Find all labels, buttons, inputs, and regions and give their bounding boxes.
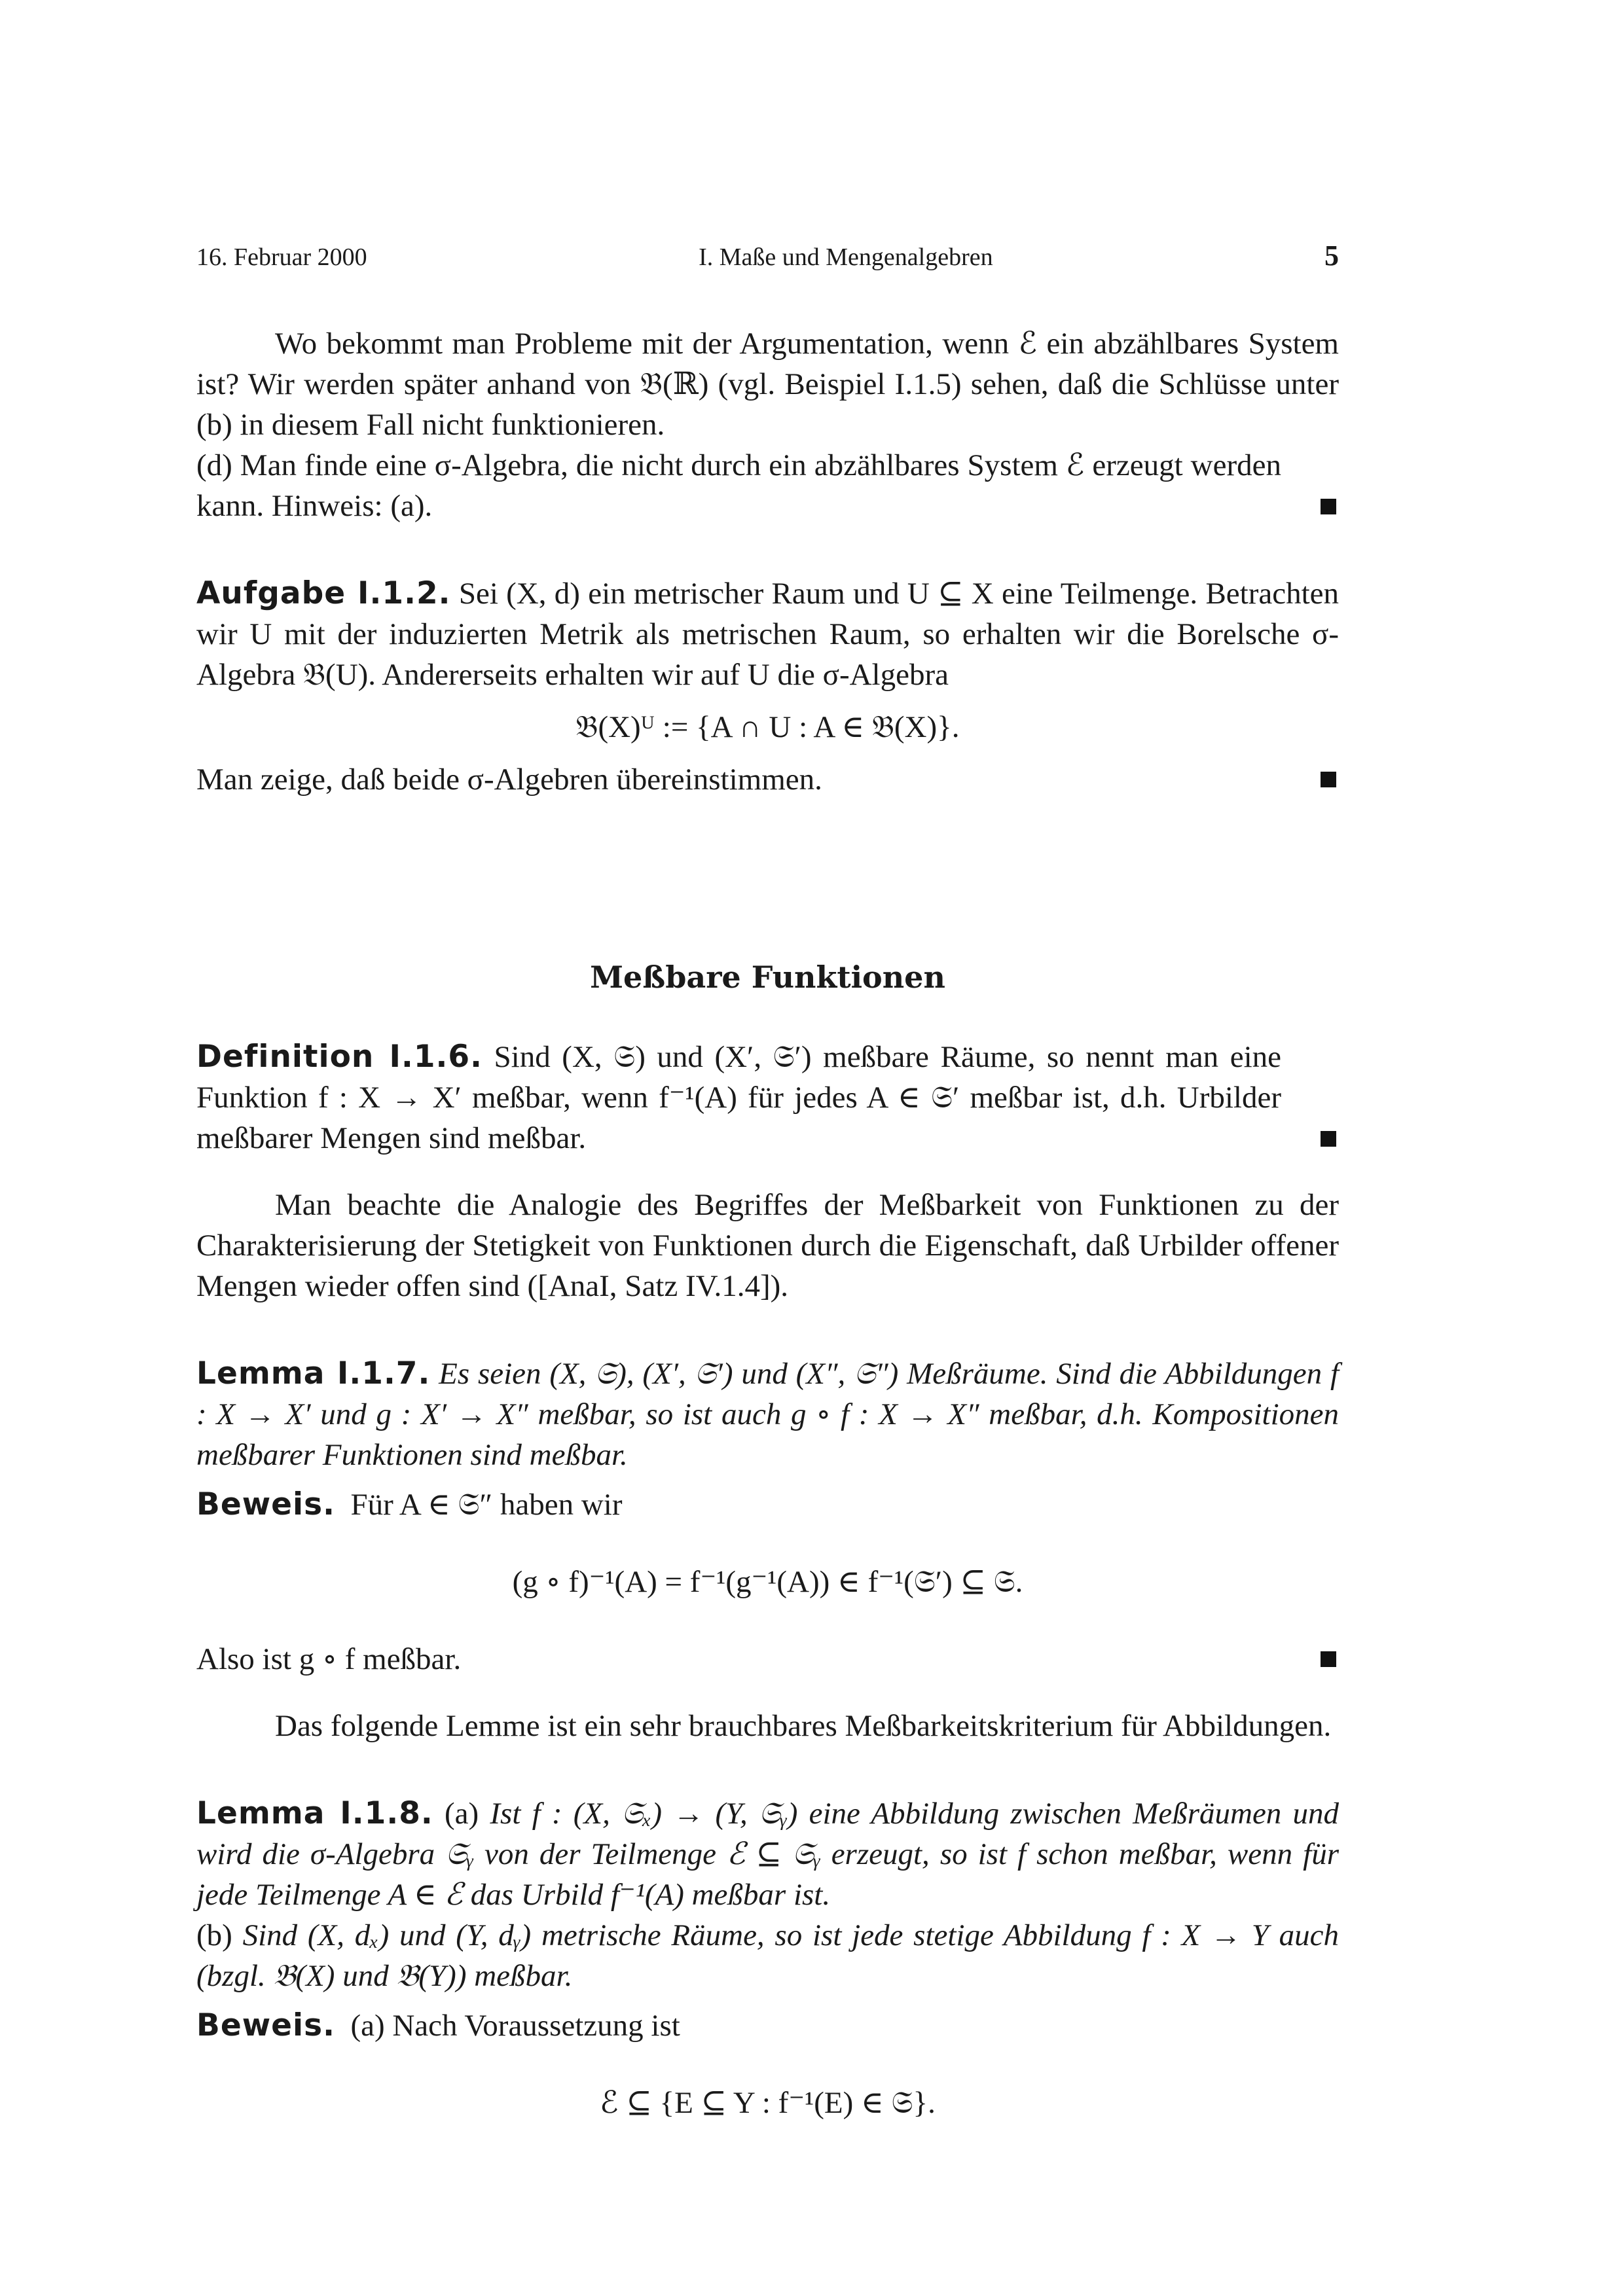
qed-square-icon — [1321, 1131, 1336, 1147]
page-header — [196, 236, 1339, 278]
lemma-7-label: Lemma I.1.7. — [196, 1355, 431, 1391]
proof-text: Für A ∈ 𝔖″ haben wir — [350, 1488, 623, 1522]
qed-square-icon — [1321, 499, 1336, 514]
lemma-8-statement-b — [196, 1915, 1339, 1996]
exercise-block — [196, 573, 1339, 800]
exercise-label: Aufgabe I.1.2. — [196, 575, 451, 611]
qed-square-icon — [1321, 1651, 1336, 1667]
exercise-text — [196, 573, 1339, 695]
lemma-8-equation: ℰ ⊆ {E ⊆ Y : f⁻¹(E) ∈ 𝔖}. — [600, 2086, 936, 2120]
intro-paragraph: Wo bekommt man Probleme mit der Argumentation, wenn ℰ ein abzählbares System ist? Wir werden später anhand von 𝔅(ℝ) (vgl. Beispiel I.1.5) sehen, daß die Schlüsse unter (b) in diesem Fall nicht funktionieren. — [196, 327, 1339, 442]
lemma-7-block — [196, 1354, 1339, 1679]
lemma-7-equation: (g ∘ f)⁻¹(A) = f⁻¹(g⁻¹(A)) ∈ f⁻¹(𝔖′) ⊆ 𝔖. — [512, 1565, 1023, 1599]
lemma-8-block — [196, 1793, 1339, 2123]
lemma-7-closing-line — [196, 1639, 1339, 1679]
proof-text: (a) Nach Voraussetzung ist — [350, 2009, 680, 2043]
document-page — [196, 236, 1339, 2160]
proof-label: Beweis. — [196, 2007, 335, 2043]
definition-line — [196, 1037, 1339, 1158]
header-date: 16. Februar 2000 — [196, 243, 367, 271]
lemma-7-statement — [196, 1354, 1339, 1475]
lemma-8-a-body: Ist f : (X, 𝔖ₓ) → (Y, 𝔖ᵧ) eine Abbildung zwischen Meßräumen und wird die σ-Algebra 𝔖ᵧ von der Teilmenge ℰ ⊆ 𝔖ᵧ erzeugt, so ist f schon meßbar, wenn für jede Teilmenge A ∈ ℰ das Urbild f⁻¹(A) meßbar ist. — [196, 1797, 1340, 1912]
exercise-equation: 𝔅(X)ᵁ := {A ∩ U : A ∈ 𝔅(X)}. — [575, 710, 960, 744]
lemma-7-closing: Also ist g ∘ f meßbar. — [196, 1642, 462, 1676]
definition-label: Definition I.1.6. — [196, 1039, 483, 1075]
lemma-8-statement-a — [196, 1793, 1339, 1915]
lemma-8-b-body: Sind (X, dₓ) und (Y, dᵧ) metrische Räume, so ist jede stetige Abbildung f : X → Y auch (bzgl. 𝔅(X) und 𝔅(Y)) meßbar. — [196, 1918, 1339, 1993]
lemma-8-proof — [196, 2005, 1339, 2046]
exercise-closing-line — [196, 759, 1339, 800]
proof-label: Beweis. — [196, 1486, 335, 1522]
lemma-8-label: Lemma I.1.8. — [196, 1795, 433, 1831]
lemma-8-b-prefix: (b) — [196, 1918, 232, 1952]
definition-text — [196, 1037, 1321, 1158]
section-title: Meßbare Funktionen — [590, 960, 945, 995]
lemma-7-proof — [196, 1484, 1339, 1525]
lemma-8-a-prefix: (a) — [445, 1797, 479, 1831]
lemma-7-body: Es seien (X, 𝔖), (X′, 𝔖′) und (X″, 𝔖″) Meßräume. Sind die Abbildungen f : X → X′ und g : X′ → X″ meßbar, so ist auch g ∘ f : X → X″ meßbar, d.h. Kompositionen meßbarer Funktionen sind meßbar. — [196, 1357, 1340, 1472]
definition-block — [196, 1037, 1339, 1158]
header-title: I. Maße und Mengenalgebren — [699, 243, 993, 271]
remark-paragraph: Man beachte die Analogie des Begriffes der Meßbarkeit von Funktionen zu der Charakterisierung der Stetigkeit von Funktionen durch die Eigenschaft, daß Urbilder offener Mengen wieder offen sind ([AnaI, Satz IV.1.4]). — [196, 1188, 1339, 1303]
definition-body: Sind (X, 𝔖) und (X′, 𝔖′) meßbare Räume, so nennt man eine Funktion f : X → X′ meßbar, wenn f⁻¹(A) für jedes A ∈ 𝔖′ meßbar ist, d.h. Urbilder meßbarer Mengen sind meßbar. — [196, 1040, 1281, 1155]
exercise-body: Sei (X, d) ein metrischer Raum und U ⊆ X eine Teilmenge. Betrachten wir U mit der induzierten Metrik als metrischen Raum, so erhalten wir die Borelsche σ-Algebra 𝔅(U). Andererseits erhalten wir auf U die σ-Algebra — [196, 577, 1340, 692]
qed-square-icon — [1321, 772, 1336, 787]
intro-d-line — [196, 445, 1339, 526]
exercise-closing: Man zeige, daß beide σ-Algebren übereinstimmen. — [196, 762, 822, 797]
transition-paragraph: Das folgende Lemme ist ein sehr brauchbares Meßbarkeitskriterium für Abbildungen. — [275, 1709, 1332, 1743]
intro-paragraph-d: (d) Man finde eine σ-Algebra, die nicht durch ein abzählbares System ℰ erzeugt werden kann. Hinweis: (a). — [196, 448, 1281, 523]
page-number: 5 — [1324, 240, 1339, 272]
